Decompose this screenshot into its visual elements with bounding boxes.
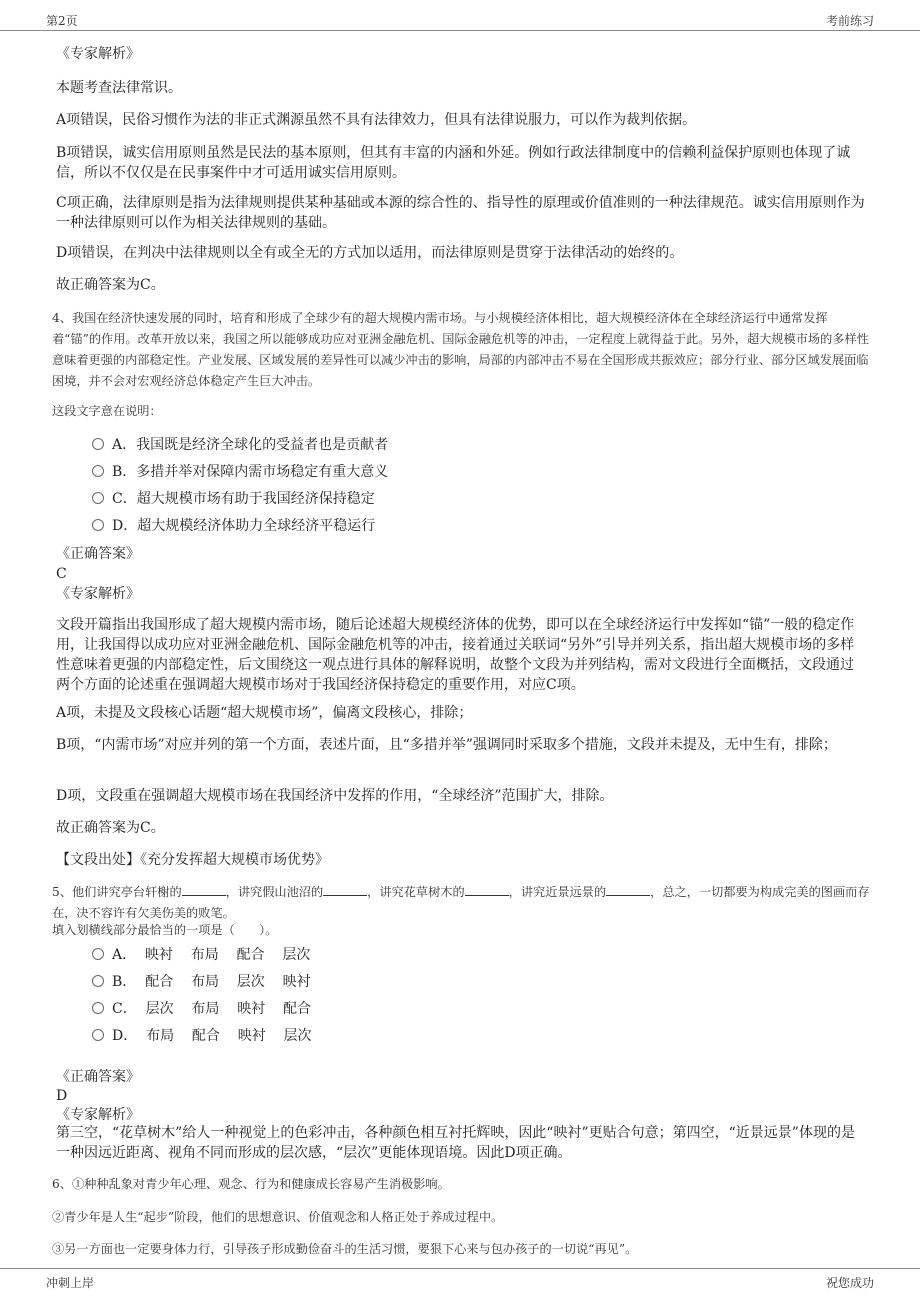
page-footer — [0, 1268, 920, 1303]
q5-option-b[interactable]: B． 配合 布局 层次 映衬 — [92, 972, 311, 992]
q4-analysis-p4: D项，文段重在强调超大规模市场在我国经济中发挥的作用，“全球经济”范围扩大，排除。 — [56, 788, 614, 804]
q5-analysis-title: 《专家解析》 — [56, 1107, 140, 1123]
q4-option-c[interactable]: C．超大规模市场有助于我国经济保持稳定 — [92, 489, 375, 509]
q5-option-a[interactable]: A． 映衬 布局 配合 层次 — [92, 945, 310, 965]
radio-icon[interactable] — [92, 948, 104, 960]
q4-analysis-p2: A项，未提及文段核心话题“超大规模市场”，偏离文段核心，排除； — [56, 705, 473, 721]
q5-answer: D — [56, 1088, 68, 1104]
q6-line-1: 6、①种种乱象对青少年心理、观念、行为和健康成长容易产生消极影响。 — [52, 1177, 450, 1191]
q3-analysis-title: 《专家解析》 — [56, 46, 140, 62]
q3-analysis-p4: C项正确，法律原则是指为法律规则提供某种基础或本源的综合性的、指导性的原理或价值准则的一种法律规范。诚实信用原则作为一种法律原则可以作为相关法律规则的基础。 — [56, 195, 865, 231]
q3-analysis-p1: 本题考查法律常识。 — [56, 80, 182, 96]
radio-icon[interactable] — [92, 492, 104, 504]
q3-analysis-p5: D项错误，在判决中法律规则以全有或全无的方式加以适用，而法律原则是贯穿于法律活动的始终的。 — [56, 245, 684, 261]
q5-analysis-p1: 第三空，“花草树木”给人一种视觉上的色彩冲击，各种颜色相互衬托辉映，因此“映衬”更贴合句意；第四空，“近景远景”体现的是一种因远近距离、视角不同而形成的层次感，“层次”更能体现语境。因此D项正确。 — [56, 1125, 855, 1161]
q4-analysis-p3: B项，“内需市场”对应并列的第一个方面，表述片面，且“多措并举”强调同时采取多个措施，文段并未提及，无中生有，排除； — [56, 737, 837, 753]
q3-analysis-answer: 故正确答案为C。 — [56, 277, 165, 293]
blank-2 — [323, 883, 367, 896]
page-header — [0, 0, 920, 31]
q6-line-2: ②青少年是人生“起步”阶段，他们的思想意识、价值观念和人格正处于养成过程中。 — [52, 1210, 504, 1224]
q5-answer-title: 《正确答案》 — [56, 1069, 140, 1085]
q5-option-c[interactable]: C． 层次 布局 映衬 配合 — [92, 999, 311, 1019]
q5-stem: 5、他们讲究亭台轩榭的 ，讲究假山池沼的 ，讲究花草树木的 ，讲究近景远景的 ，总之，一切都要为构成完美的图画而存在，决不容许有欠美伤美的败笔。 — [52, 885, 870, 920]
radio-icon[interactable] — [92, 519, 104, 531]
q4-option-a[interactable]: A．我国既是经济全球化的受益者也是贡献者 — [92, 435, 388, 455]
radio-icon[interactable] — [92, 975, 104, 987]
q4-answer: C — [56, 566, 67, 582]
q4-answer-title: 《正确答案》 — [56, 546, 140, 562]
q4-option-b[interactable]: B．多措并举对保障内需市场稳定有重大意义 — [92, 462, 388, 482]
radio-icon[interactable] — [92, 465, 104, 477]
q5-prompt: 填入划横线部分最恰当的一项是（ ）。 — [52, 923, 278, 937]
radio-icon[interactable] — [92, 1029, 104, 1041]
footer-right: 祝您成功 — [825, 1276, 874, 1290]
footer-left: 冲刺上岸 — [46, 1276, 95, 1290]
q4-prompt: 这段文字意在说明： — [52, 404, 162, 418]
blank-3 — [465, 883, 509, 896]
page-number: 第2页 — [46, 14, 78, 28]
q4-source: 【文段出处】《充分发挥超大规模市场优势》 — [56, 852, 329, 868]
q3-analysis-p3: B项错误，诚实信用原则虽然是民法的基本原则，但其有丰富的内涵和外延。例如行政法律制度中的信赖利益保护原则也体现了诚信，所以不仅仅是在民事案件中才可适用诚实信用原则。 — [56, 145, 851, 181]
header-title: 考前练习 — [825, 14, 874, 28]
q4-option-d[interactable]: D．超大规模经济体助力全球经济平稳运行 — [92, 516, 375, 536]
q4-stem: 4、我国在经济快速发展的同时，培育和形成了全球少有的超大规模内需市场。与小规模经济体相比，超大规模经济体在全球经济运行中通常发挥着“锚”的作用。改革开放以来，我国之所以能够成功应对亚洲金融危机、国际金融危机等的冲击，一定程度上就得益于此。另外，超大规模市场的多样性意味着更强的内部稳定性。产业发展、区域发展的差异性可以减少冲击的影响，局部的内部冲击不易在全国形成共振效应；部分行业、部分区域发展面临困境，并不会对宏观经济总体稳定产生巨大冲击。 — [52, 311, 869, 388]
q3-analysis-p2: A项错误，民俗习惯作为法的非正式渊源虽然不具有法律效力，但具有法律说服力，可以作为裁判依据。 — [56, 112, 697, 128]
radio-icon[interactable] — [92, 1002, 104, 1014]
blank-4 — [606, 883, 650, 896]
q4-analysis-title: 《专家解析》 — [56, 586, 140, 602]
q4-analysis-p1: 文段开篇指出我国形成了超大规模内需市场，随后论述超大规模经济体的优势，即可以在全球经济运行中发挥如“锚”一般的稳定作用，让我国得以成功应对亚洲金融危机、国际金融危机等的冲击，接着通过关联词“另外”引导并列关系，指出超大规模市场的多样性意味着更强的内部稳定性，后文围绕这一观点进行具体的解释说明，故整个文段为并列结构，需对文段进行全面概括，文段通过两个方面的论述重在强调超大规模市场对于我国经济保持稳定的重要作用，对应C项。 — [56, 617, 855, 693]
radio-icon[interactable] — [92, 438, 104, 450]
q6-line-3: ③另一方面也一定要身体力行，引导孩子形成勤俭奋斗的生活习惯，要狠下心来与包办孩子的一切说“再见”。 — [52, 1242, 638, 1256]
q4-analysis-answer: 故正确答案为C。 — [56, 820, 165, 836]
blank-1 — [182, 883, 226, 896]
q5-option-d[interactable]: D． 布局 配合 映衬 层次 — [92, 1026, 312, 1046]
